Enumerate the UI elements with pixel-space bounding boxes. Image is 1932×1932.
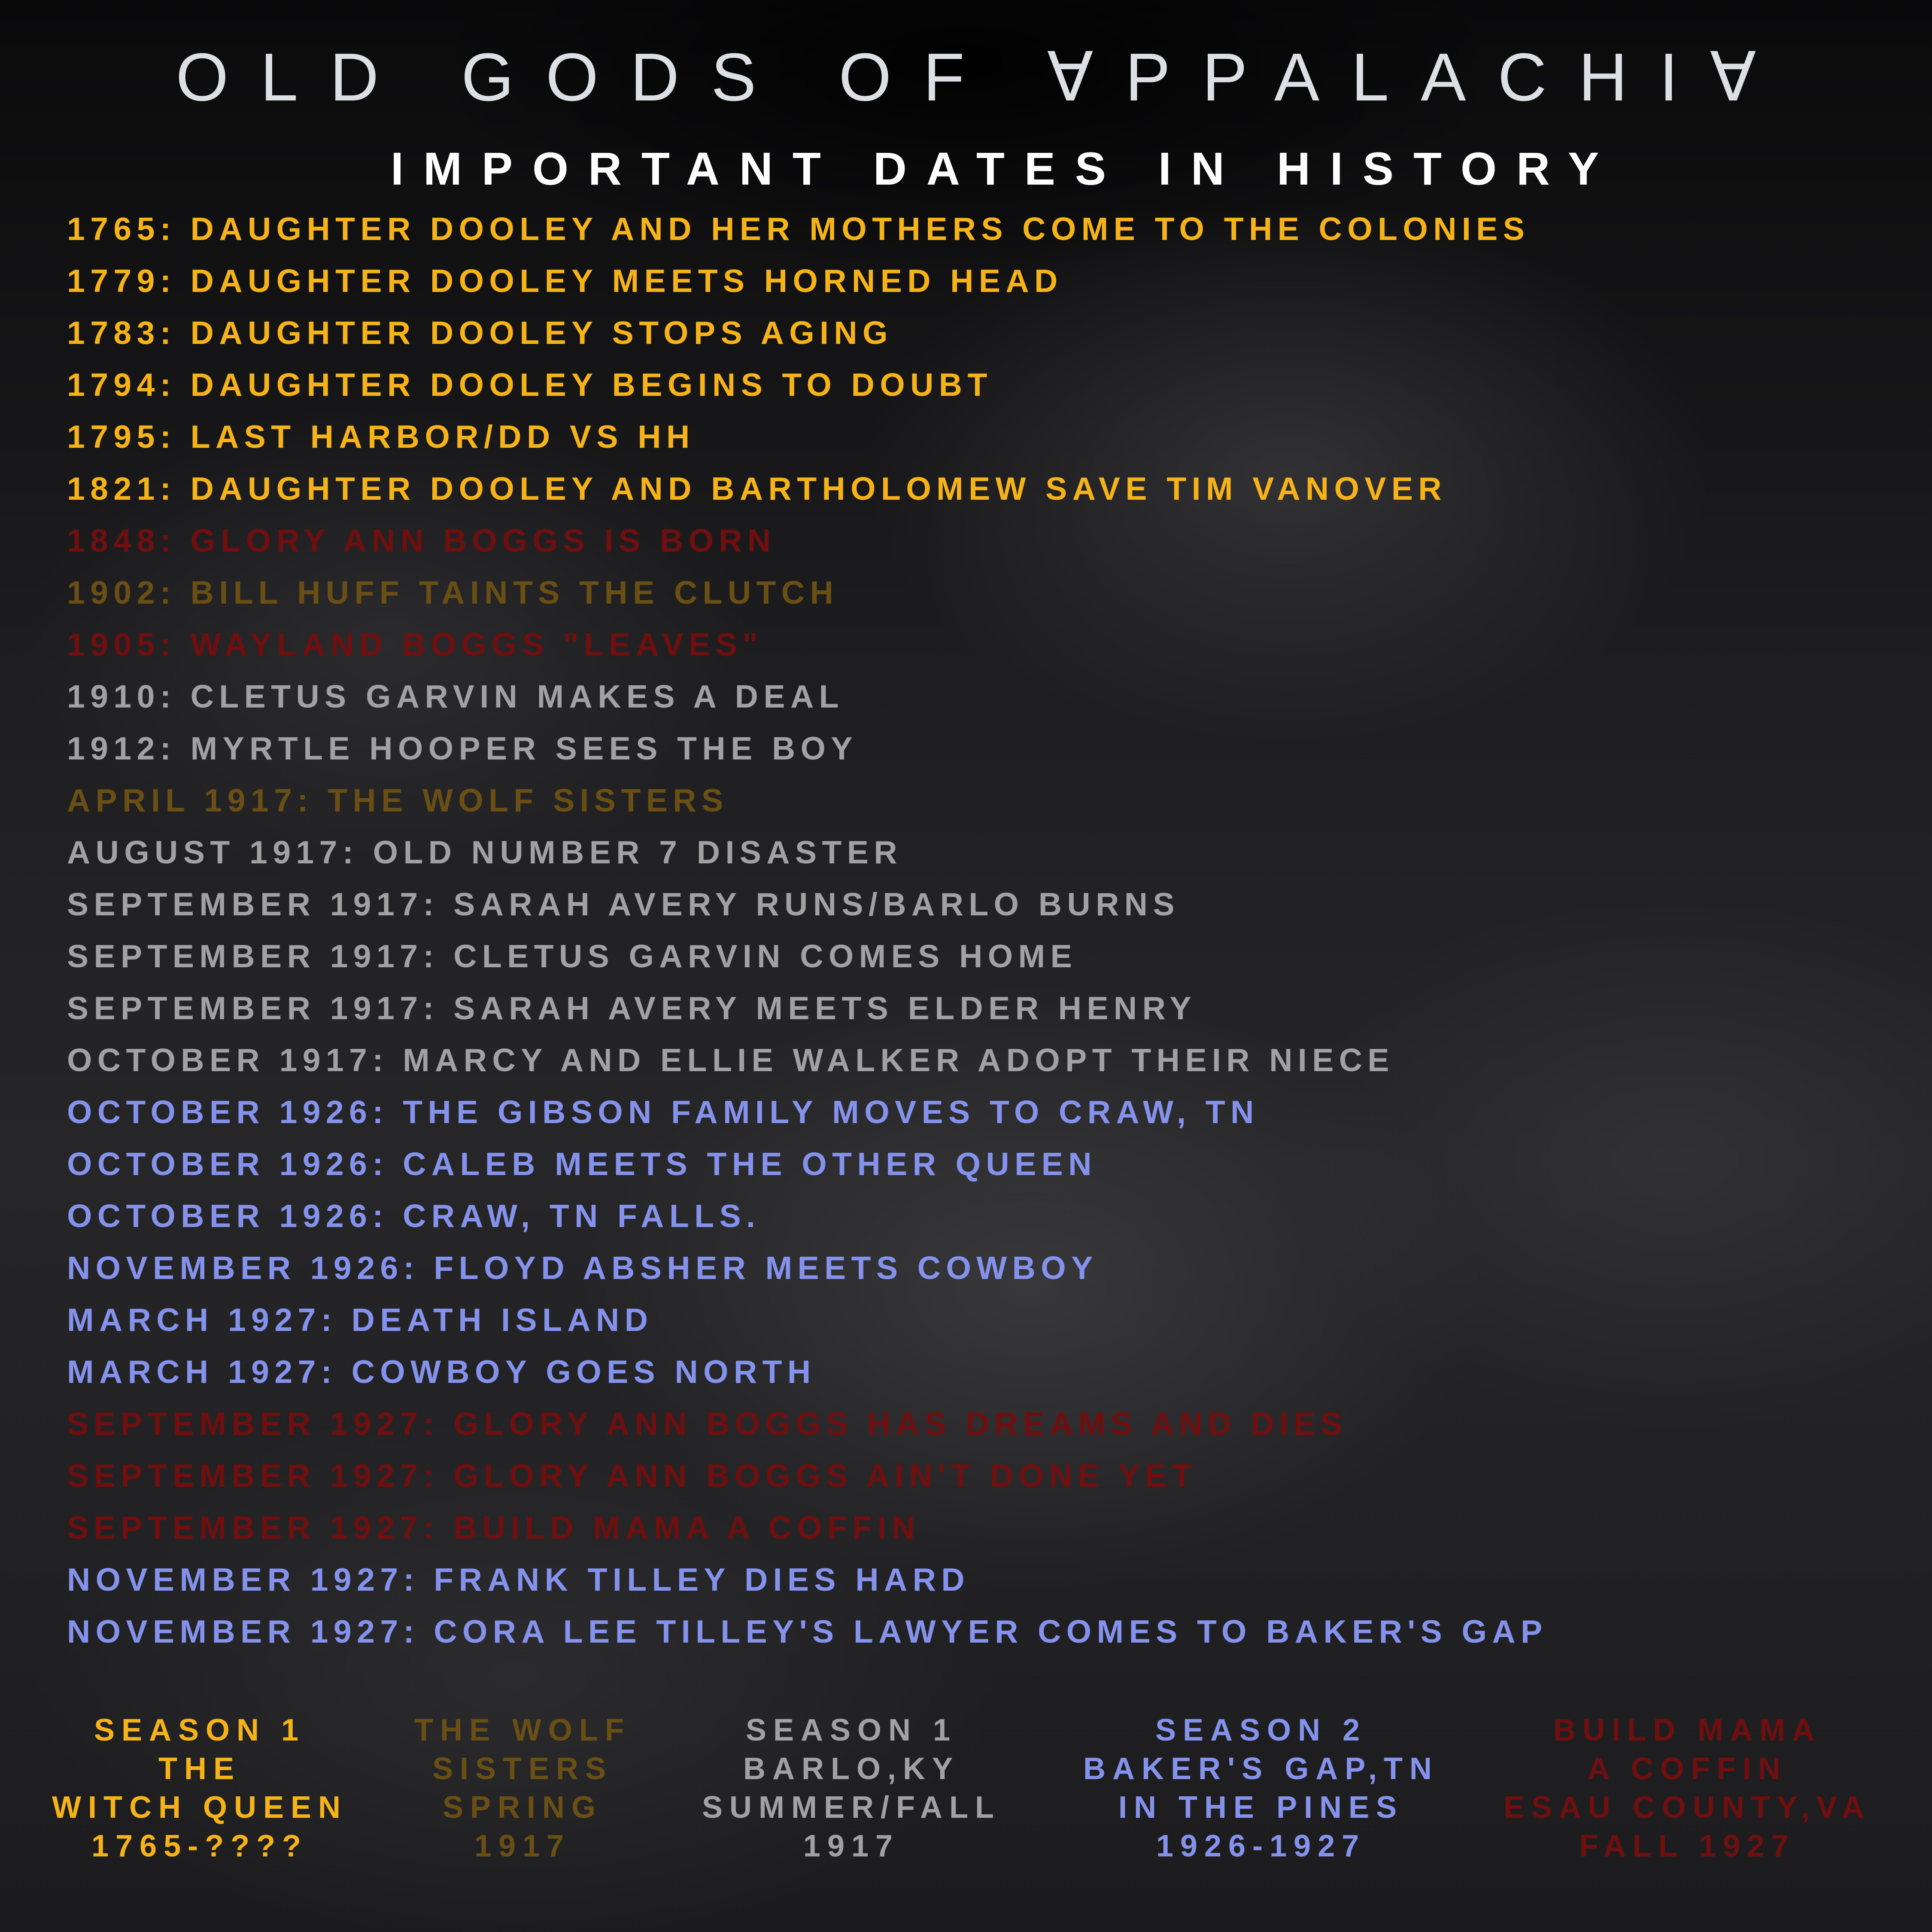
timeline-event: SEPTEMBER 1917: CLETUS GARVIN COMES HOME (67, 938, 1078, 974)
legend-line: SEASON 2 (1155, 1713, 1367, 1747)
timeline-event: 1910: CLETUS GARVIN MAKES A DEAL (67, 678, 844, 714)
timeline-event: 1765: DAUGHTER DOOLEY AND HER MOTHERS COME TO THE COLONIES (67, 211, 1530, 247)
timeline-event: 1795: LAST HARBOR/DD VS HH (67, 419, 695, 455)
timeline-event: SEPTEMBER 1927: GLORY ANN BOGGS HAS DREAMS AND DIES (67, 1406, 1348, 1442)
timeline-event: OCTOBER 1926: CALEB MEETS THE OTHER QUEEN (67, 1146, 1097, 1182)
timeline-event: SEPTEMBER 1927: BUILD MAMA A COFFIN (67, 1510, 920, 1546)
timeline-event: NOVEMBER 1927: FRANK TILLEY DIES HARD (67, 1561, 970, 1598)
timeline-list (67, 207, 1548, 1662)
legend-line: FALL 1927 (1579, 1829, 1795, 1863)
timeline-event: OCTOBER 1926: CRAW, TN FALLS. (67, 1198, 761, 1234)
timeline-event: SEPTEMBER 1917: SARAH AVERY MEETS ELDER HENRY (67, 990, 1197, 1026)
legend-line: SISTERS (432, 1752, 613, 1786)
timeline-event: 1848: GLORY ANN BOGGS IS BORN (67, 522, 776, 559)
page-subtitle: IMPORTANT DATES IN HISTORY (390, 143, 1619, 194)
timeline-event: OCTOBER 1926: THE GIBSON FAMILY MOVES TO CRAW, TN (67, 1094, 1259, 1130)
legend-line: IN THE PINES (1118, 1790, 1404, 1825)
legend-line: SUMMER/FALL (702, 1790, 1001, 1825)
timeline-event: MARCH 1927: COWBOY GOES NORTH (67, 1354, 816, 1390)
legend-line: 1917 (803, 1829, 900, 1863)
timeline-event: APRIL 1917: THE WOLF SISTERS (67, 782, 729, 818)
timeline-event: 1779: DAUGHTER DOOLEY MEETS HORNED HEAD (67, 263, 1063, 299)
timeline-event: 1821: DAUGHTER DOOLEY AND BARTHOLOMEW SAVE TIM VANOVER (67, 471, 1447, 507)
legend-line: A COFFIN (1587, 1752, 1787, 1786)
legend-line: SEASON 1 (94, 1713, 306, 1747)
timeline-event: 1905: WAYLAND BOGGS "LEAVES" (67, 626, 763, 662)
legend-line: WITCH QUEEN (52, 1790, 347, 1825)
page-title: OLD GODS OF ∀PPALACHI∀ (176, 39, 1788, 115)
legend-line: THE (158, 1752, 241, 1786)
timeline-event: 1794: DAUGHTER DOOLEY BEGINS TO DOUBT (67, 367, 993, 403)
legend-line: 1917 (474, 1829, 571, 1863)
timeline-event: NOVEMBER 1926: FLOYD ABSHER MEETS COWBOY (67, 1250, 1098, 1286)
timeline-event: MARCH 1927: DEATH ISLAND (67, 1302, 653, 1338)
legend-column (1068, 1711, 1454, 1865)
timeline-event: SEPTEMBER 1917: SARAH AVERY RUNS/BARLO BURNS (67, 886, 1180, 922)
legend-column (1494, 1711, 1880, 1865)
legend-line: SPRING (442, 1790, 603, 1825)
legend-line: BAKER'S GAP,TN (1083, 1752, 1439, 1786)
legend-column (329, 1711, 716, 1865)
legend-line: BUILD MAMA (1553, 1713, 1821, 1747)
timeline-event: OCTOBER 1917: MARCY AND ELLIE WALKER ADOPT THEIR NIECE (67, 1042, 1394, 1078)
timeline-event: 1912: MYRTLE HOOPER SEES THE BOY (67, 730, 858, 766)
timeline-event: 1783: DAUGHTER DOOLEY STOPS AGING (67, 315, 893, 351)
timeline-event: 1902: BILL HUFF TAINTS THE CLUTCH (67, 574, 839, 611)
legend-column (658, 1711, 1045, 1865)
timeline-event: NOVEMBER 1927: CORA LEE TILLEY'S LAWYER COMES TO BAKER'S GAP (67, 1613, 1548, 1649)
season-legend (0, 1711, 1932, 1883)
legend-line: 1765-???? (91, 1829, 308, 1863)
timeline-event: SEPTEMBER 1927: GLORY ANN BOGGS AIN'T DONE YET (67, 1458, 1197, 1494)
legend-line: SEASON 1 (745, 1713, 957, 1747)
legend-line: 1926-1927 (1156, 1829, 1366, 1863)
legend-line: ESAU COUNTY,VA (1504, 1790, 1871, 1825)
legend-line: BARLO,KY (743, 1752, 960, 1786)
legend-line: THE WOLF (414, 1713, 631, 1747)
timeline-event: AUGUST 1917: OLD NUMBER 7 DISASTER (67, 834, 903, 870)
